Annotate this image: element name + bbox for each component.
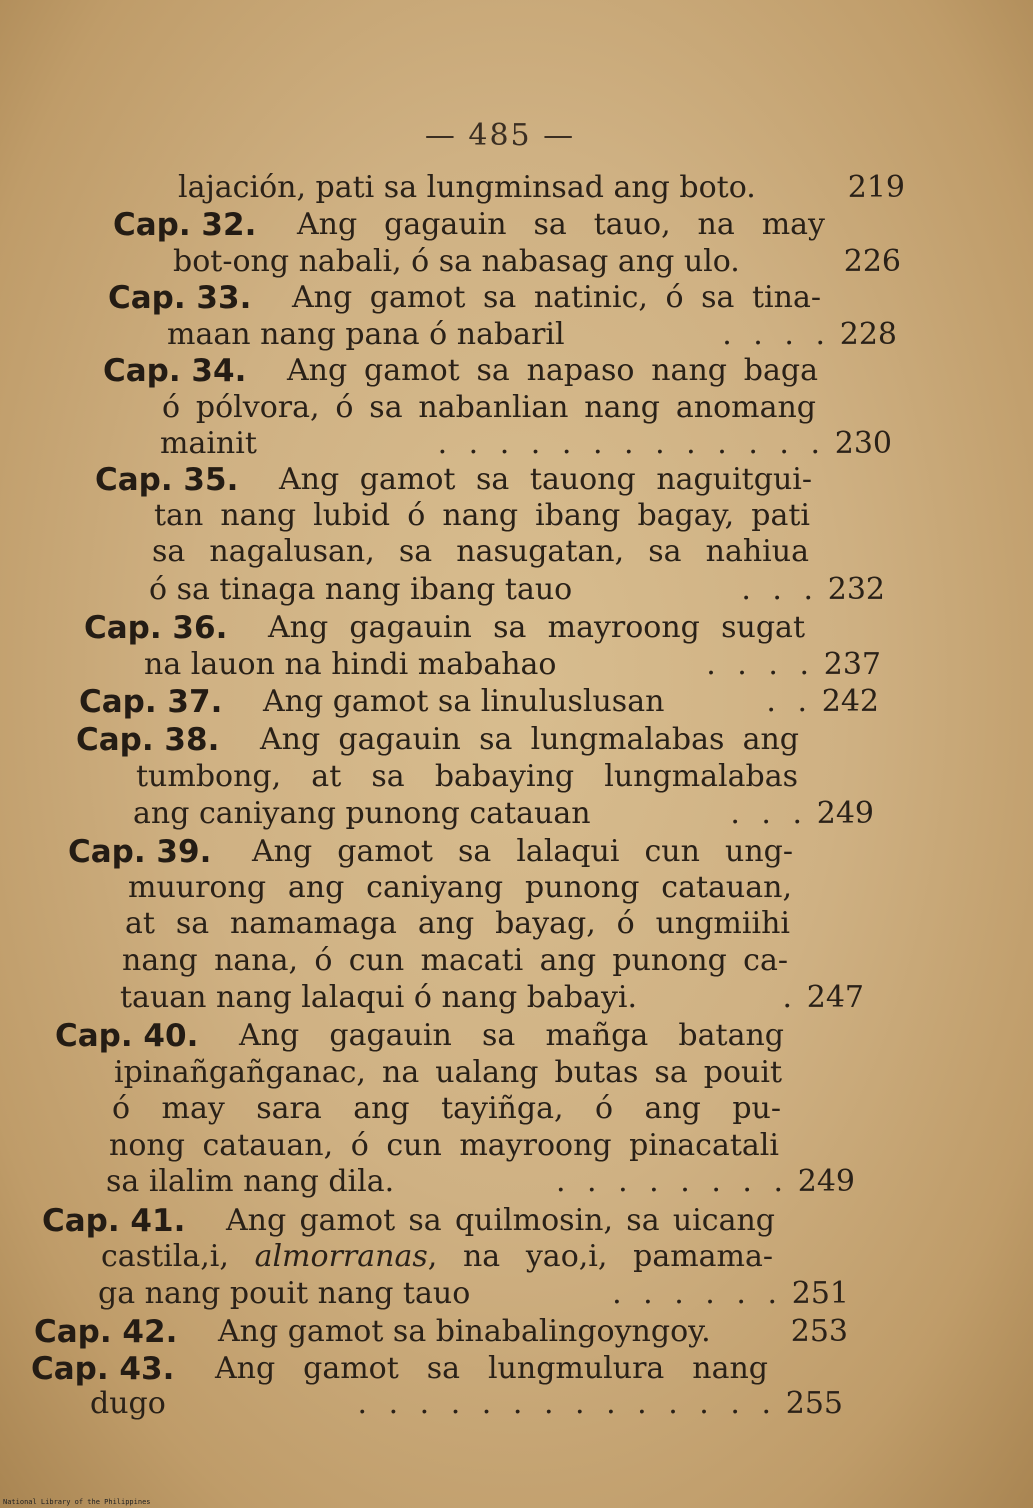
library-watermark: National Library of the Philippines [3,1498,151,1506]
entry-text: muurong ang caniyang punong catauan, [128,870,792,905]
leader-dots: . . . . [706,647,815,682]
entry-text: sa ilalim nang dila. [106,1164,395,1199]
page-reference: 247 [806,980,864,1015]
chapter-entry-start [0,1018,1033,1054]
entry-text: Ang gamot sa lungmulura nang [215,1351,768,1386]
entry-continuation [0,1276,1033,1312]
entry-continuation [0,1164,1033,1200]
entry-continuation [0,244,1033,280]
leader-dots: . . . . . . . . . . . . . [437,426,826,461]
chapter-label: Cap. 37. [79,684,223,720]
entry-text: tauan nang lalaqui ó nang babayi. [120,980,638,1015]
entry-text: Ang gamot sa lalaqui cun ung- [252,834,793,869]
entry-continuation [0,759,1033,795]
entry-text: Ang gamot sa binabalingoyngoy. [218,1314,711,1349]
entry-text: Ang gamot sa natinic, ó sa tina- [292,280,821,315]
entry-continuation [0,390,1033,426]
page-reference: 230 [834,426,892,461]
entry-text: sa nagalusan, sa nasugatan, sa nahiua [152,534,809,569]
leader-dots: . . . . . . . . . . . . . . [357,1386,777,1421]
entry-continuation [0,980,1033,1016]
page-reference: 251 [791,1276,849,1311]
chapter-label: Cap. 41. [42,1203,186,1239]
page-reference: 249 [816,796,874,831]
leader-dots: . . . [741,572,819,607]
chapter-label: Cap. 43. [31,1351,175,1387]
entry-continuation [0,1055,1033,1091]
entry-continuation [0,572,1033,608]
entry-continuation [0,906,1033,942]
entry-text: ga nang pouit nang tauo [98,1276,471,1311]
entry-text: lajación, pati sa lungminsad ang boto. [178,170,756,205]
chapter-entry-start [0,353,1033,389]
entry-continuation [0,1239,1033,1275]
entry-continuation [0,1091,1033,1127]
chapter-label: Cap. 39. [68,834,212,870]
page-reference: 226 [843,244,901,279]
entry-continuation [0,498,1033,534]
entry-text: Ang gamot sa quilmosin, sa uicang [226,1203,775,1238]
page-reference: 232 [827,572,885,607]
chapter-entry-start [0,684,1033,720]
entry-text: at sa namamaga ang bayag, ó ungmiihi [125,906,790,941]
entry-text: tumbong, at sa babaying lungmalabas [136,759,798,794]
entry-text: Ang gagauin sa mañga batang [239,1018,784,1053]
chapter-entry-start [0,462,1033,498]
chapter-entry-start [0,1314,1033,1350]
entry-text: tan nang lubid ó nang ibang bagay, pati [154,498,810,533]
chapter-label: Cap. 42. [34,1314,178,1350]
entry-continuation [0,534,1033,570]
chapter-label: Cap. 36. [84,610,228,646]
chapter-entry-start [0,1351,1033,1387]
entry-text: nang nana, ó cun macati ang punong ca- [122,943,788,978]
entry-continuation [0,1128,1033,1164]
entry-text: dugo [90,1386,166,1421]
entry-text: Ang gamot sa linuluslusan [263,684,665,719]
page-reference: 242 [821,684,879,719]
entry-text: Ang gamot sa napaso nang baga [287,353,818,388]
entry-continuation [0,943,1033,979]
leader-dots: . [782,980,798,1015]
chapter-entry-start [0,722,1033,758]
entry-text: Ang gagauin sa lungmalabas ang [260,722,799,757]
entry-text: ó sa tinaga nang ibang tauo [149,572,573,607]
entry-text: Ang gagauin sa tauo, na may [297,207,825,242]
entry-continuation [0,170,1033,206]
chapter-entry-start [0,610,1033,646]
leader-dots: . . . [730,796,808,831]
leader-dots: . . . . . . . . [555,1164,789,1199]
chapter-label: Cap. 33. [108,280,252,316]
chapter-entry-start [0,207,1033,243]
entry-text: mainit [160,426,257,461]
page-reference: 219 [847,170,905,205]
entry-text: nong catauan, ó cun mayroong pinacatali [109,1128,779,1163]
entry-continuation [0,796,1033,832]
entry-text: Ang gagauin sa mayroong sugat [268,610,805,645]
chapter-entry-start [0,1203,1033,1239]
entry-continuation [0,870,1033,906]
page-reference: 255 [785,1386,843,1421]
entry-text: ang caniyang punong catauan [133,796,591,831]
page-reference: 253 [790,1314,848,1349]
chapter-label: Cap. 40. [55,1018,199,1054]
entry-continuation [0,1386,1033,1422]
entry-text: maan nang pana ó nabaril [167,317,565,352]
entry-text: Ang gamot sa tauong naguitgui- [279,462,812,497]
leader-dots: . . . . . . [612,1276,783,1311]
leader-dots: . . [766,684,813,719]
page-reference: 228 [839,317,897,352]
leader-dots: . . . . [722,317,831,352]
entry-text: na lauon na hindi mabahao [144,647,557,682]
entry-text: ipinañgañganac, na ualang butas sa pouit [114,1055,782,1090]
entry-continuation [0,317,1033,353]
chapter-entry-start [0,280,1033,316]
entry-text: ó may sara ang tayiñga, ó ang pu- [112,1091,781,1126]
chapter-label: Cap. 34. [103,353,247,389]
chapter-label: Cap. 32. [113,207,257,243]
chapter-entry-start [0,834,1033,870]
entry-text: ó pólvora, ó sa nabanlian nang anomang [162,390,816,425]
entry-continuation [0,426,1033,462]
chapter-label: Cap. 38. [76,722,220,758]
page-reference: 249 [797,1164,855,1199]
page-reference: 237 [823,647,881,682]
entry-text: castila,i, almorranas, na yao,i, pamama- [101,1239,774,1274]
entry-text: bot-ong nabali, ó sa nabasag ang ulo. [173,244,740,279]
chapter-label: Cap. 35. [95,462,239,498]
entry-continuation [0,647,1033,683]
page-number: — 485 — [424,118,576,153]
